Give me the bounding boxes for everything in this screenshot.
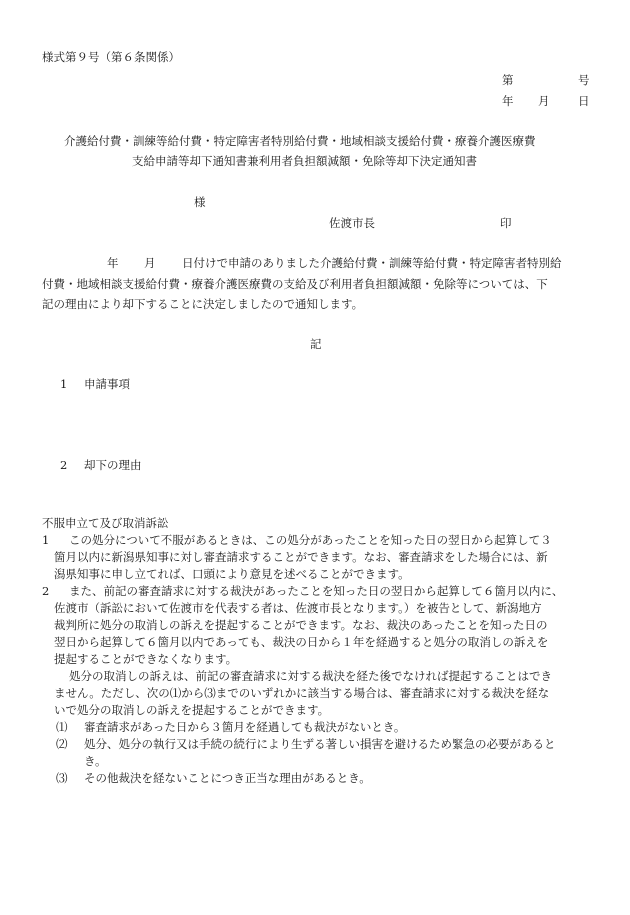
sub-item-1-text: 審査請求があった日から３箇月を経過しても裁決がないとき。 [84,720,406,734]
title-line-2: 支給申請等却下通知書兼利用者負担額減額・免除等却下決定通知書 [132,154,477,168]
sub-item-2-text: 処分、処分の執行又は手続の続行により生ずる著しい損害を避けるため緊急の必要があると [84,737,556,751]
body-line-3: 記の理由により却下することに決定しましたので通知します。 [42,297,364,311]
appeal-p3-line-2: ません。ただし、次の⑴から⑶までのいずれかに該当する場合は、審査請求に対する裁決を経な [54,686,550,700]
appeal-p2-line-3: 裁判所に処分の取消しの訴えを提起することができます。なお、裁決のあったことを知った日の [54,618,548,632]
document-number-prefix: 第 [502,73,514,87]
date-year: 年 [502,94,514,108]
sub-item-1-number: ⑴ [56,720,68,734]
issuer-name: 佐渡市長 [329,216,375,230]
appeal-p1-line-2: 箇月以内に新潟県知事に対し審査請求することができます。なお、審査請求をした場合には、新 [54,550,548,564]
item-1-label: 申請事項 [84,377,130,391]
appeal-p2-line-5: 提起することができなくなります。 [54,652,238,666]
body-line-1: 日付けで申請のありました介護給付費・訓練等給付費・特定障害者特別給 [182,256,562,270]
sub-item-2-text-cont: き。 [84,754,107,768]
appeal-p3-line-3: いで処分の取消しの訴えを提起することができます。 [54,703,330,717]
sub-item-2-number: ⑵ [56,737,68,751]
body-year: 年 [107,256,119,270]
document-number-suffix: 号 [578,73,590,87]
addressee-suffix: 様 [194,195,206,209]
appeal-p3-line-1: 処分の取消しの訴えは、前記の審査請求に対する裁決を経た後でなければ提起することはでき [69,669,552,683]
appeal-p1-number: 1 [42,533,50,547]
ki-marker: 記 [310,337,322,351]
appeal-p2-line-2: 佐渡市（訴訟において佐渡市を代表する者は、佐渡市長となります。）を被告として、新潟地方 [54,601,542,615]
sub-item-3-text: その他裁決を経ないことにつき正当な理由があるとき。 [84,771,371,785]
form-label: 様式第９号（第６条関係） [42,50,180,64]
appeal-p1-line-3: 潟県知事に申し立てれば、口頭により意見を述べることができます。 [54,567,410,581]
date-day: 日 [578,94,590,108]
issuer-seal: 印 [500,216,512,230]
item-2-label: 却下の理由 [84,458,142,472]
body-month: 月 [144,256,156,270]
title-line-1: 介護給付費・訓練等給付費・特定障害者特別給付費・地域相談支援給付費・療養介護医療費 [64,134,536,148]
item-2-number: 2 [60,458,68,472]
date-month: 月 [538,94,550,108]
sub-item-3-number: ⑶ [56,771,68,785]
appeal-p2-line-4: 翌日から起算して６箇月以内であっても、裁決の日から１年を経過すると処分の取消しの訴えを [54,635,549,649]
body-line-2: 付費・地域相談支援給付費・療養介護医療費の支給及び利用者負担額減額・免除等については、下 [42,277,548,291]
appeal-p2-line-1: また、前記の審査請求に対する裁決があったことを知った日の翌日から起算して６箇月以内に、 [69,584,564,598]
appeal-p1-line-1: この処分について不服があるときは、この処分があったことを知った日の翌日から起算して３ [69,533,552,547]
appeal-p2-number: 2 [42,584,50,598]
appeal-heading: 不服申立て及び取消訴訟 [42,516,169,530]
item-1-number: 1 [60,377,68,391]
